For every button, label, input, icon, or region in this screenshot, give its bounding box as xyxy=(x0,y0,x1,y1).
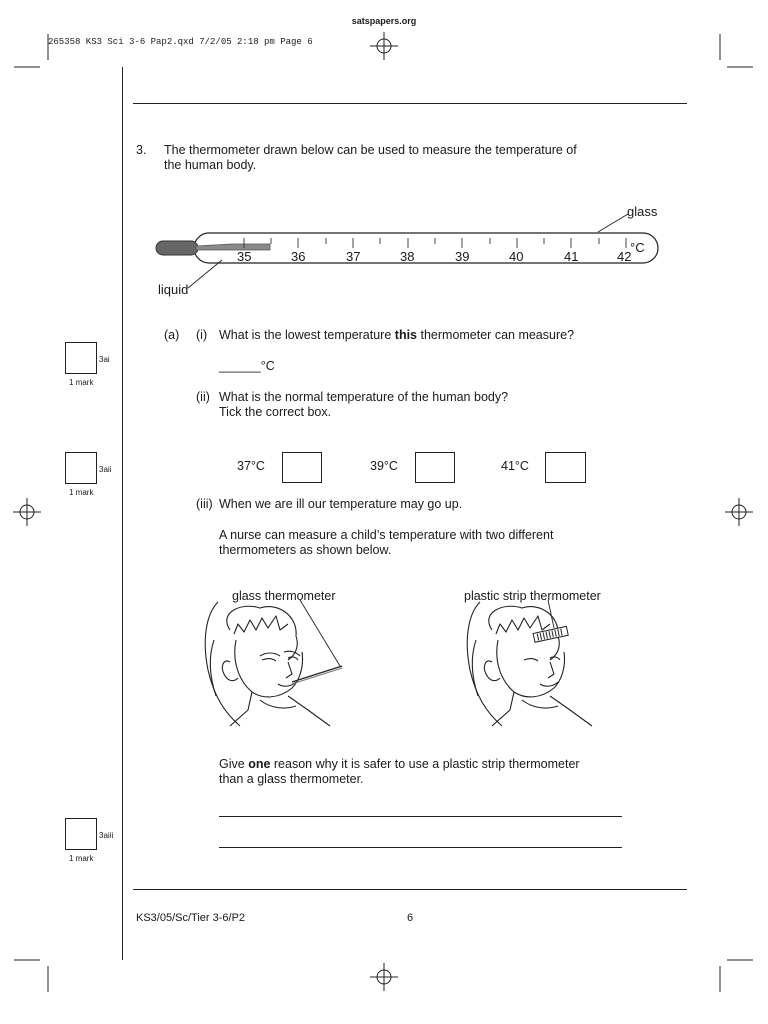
liquid-label: liquid xyxy=(158,282,189,297)
give-bold: one xyxy=(248,757,271,771)
mark-label-3aiii: 1 mark xyxy=(69,854,94,863)
question-a-ii-line1: What is the normal temperature of the human body? xyxy=(219,390,509,404)
scale-38: 38 xyxy=(400,249,415,264)
q-a-i-before: What is the lowest temperature xyxy=(219,328,395,342)
glass-label: glass xyxy=(627,204,658,219)
q-a-i-bold: this xyxy=(394,328,418,342)
scale-36: 36 xyxy=(291,249,306,264)
page-number: 6 xyxy=(407,912,414,924)
answer-a-i-unit: °C xyxy=(260,359,275,373)
give-before: Give xyxy=(219,757,249,771)
mark-label-3aii: 1 mark xyxy=(69,488,94,497)
footer-code: KS3/05/Sc/Tier 3-6/P2 xyxy=(136,912,246,924)
tick-box-37[interactable] xyxy=(282,452,322,483)
iii-line1: When we are ill our temperature may go up. xyxy=(219,497,463,511)
answer-line-2[interactable] xyxy=(219,847,622,848)
question-intro-line2: the human body. xyxy=(164,158,257,172)
option-37-label: 37°C xyxy=(237,459,265,473)
plastic-strip-label: plastic strip thermometer xyxy=(464,589,601,603)
scale-40: 40 xyxy=(509,249,524,264)
question-number: 3. xyxy=(136,143,147,157)
left-margin-rule xyxy=(122,67,123,960)
answer-line-1[interactable] xyxy=(219,816,622,817)
give-reason-line2: than a glass thermometer. xyxy=(219,772,364,786)
mark-label-3ai: 1 mark xyxy=(69,378,94,387)
scale-41: 41 xyxy=(564,249,579,264)
site-name: satspapers.org xyxy=(351,16,417,26)
part-iii-label: (iii) xyxy=(196,497,213,511)
top-rule xyxy=(133,103,687,104)
scale-35: 35 xyxy=(237,249,252,264)
mark-code-3aiii: 3aiii xyxy=(99,831,114,840)
bottom-rule xyxy=(133,889,687,890)
unit-label: °C xyxy=(630,240,645,255)
glass-thermometer-label: glass thermometer xyxy=(232,589,336,603)
part-ii-label: (ii) xyxy=(196,390,210,404)
question-intro-line1: The thermometer drawn below can be used to measure the temperature of xyxy=(164,143,577,157)
answer-a-i-blank: ______ xyxy=(219,359,261,373)
part-a-label: (a) xyxy=(164,328,180,342)
question-a-i xyxy=(219,328,574,343)
scale-39: 39 xyxy=(455,249,470,264)
option-39-label: 39°C xyxy=(370,459,398,473)
nurse-line2: thermometers as shown below. xyxy=(219,543,392,557)
q-a-i-after: thermometer can measure? xyxy=(417,328,575,342)
give-after: reason why it is safer to use a plastic strip thermometer xyxy=(270,757,580,771)
tick-box-41[interactable] xyxy=(545,452,586,483)
mark-code-3aii: 3aii xyxy=(99,465,112,474)
mark-box-3aiii[interactable] xyxy=(65,818,97,850)
answer-a-i[interactable] xyxy=(219,359,275,374)
mark-code-3ai: 3ai xyxy=(99,355,110,364)
nurse-line1: A nurse can measure a child’s temperature with two different xyxy=(219,528,554,542)
child-glass-thermometer-illustration xyxy=(200,600,350,728)
option-41-label: 41°C xyxy=(501,459,529,473)
file-info: 265358 KS3 Sci 3-6 Pap2.qxd 7/2/05 2:18 pm Page 6 xyxy=(48,37,313,47)
scale-37: 37 xyxy=(346,249,361,264)
mark-box-3aii[interactable] xyxy=(65,452,97,484)
question-a-ii-line2: Tick the correct box. xyxy=(219,405,332,419)
child-plastic-strip-illustration xyxy=(462,600,612,728)
scale-42: 42 xyxy=(617,249,632,264)
tick-box-39[interactable] xyxy=(415,452,455,483)
part-i-label: (i) xyxy=(196,328,208,342)
mark-box-3ai[interactable] xyxy=(65,342,97,374)
give-reason-line1 xyxy=(219,757,580,772)
